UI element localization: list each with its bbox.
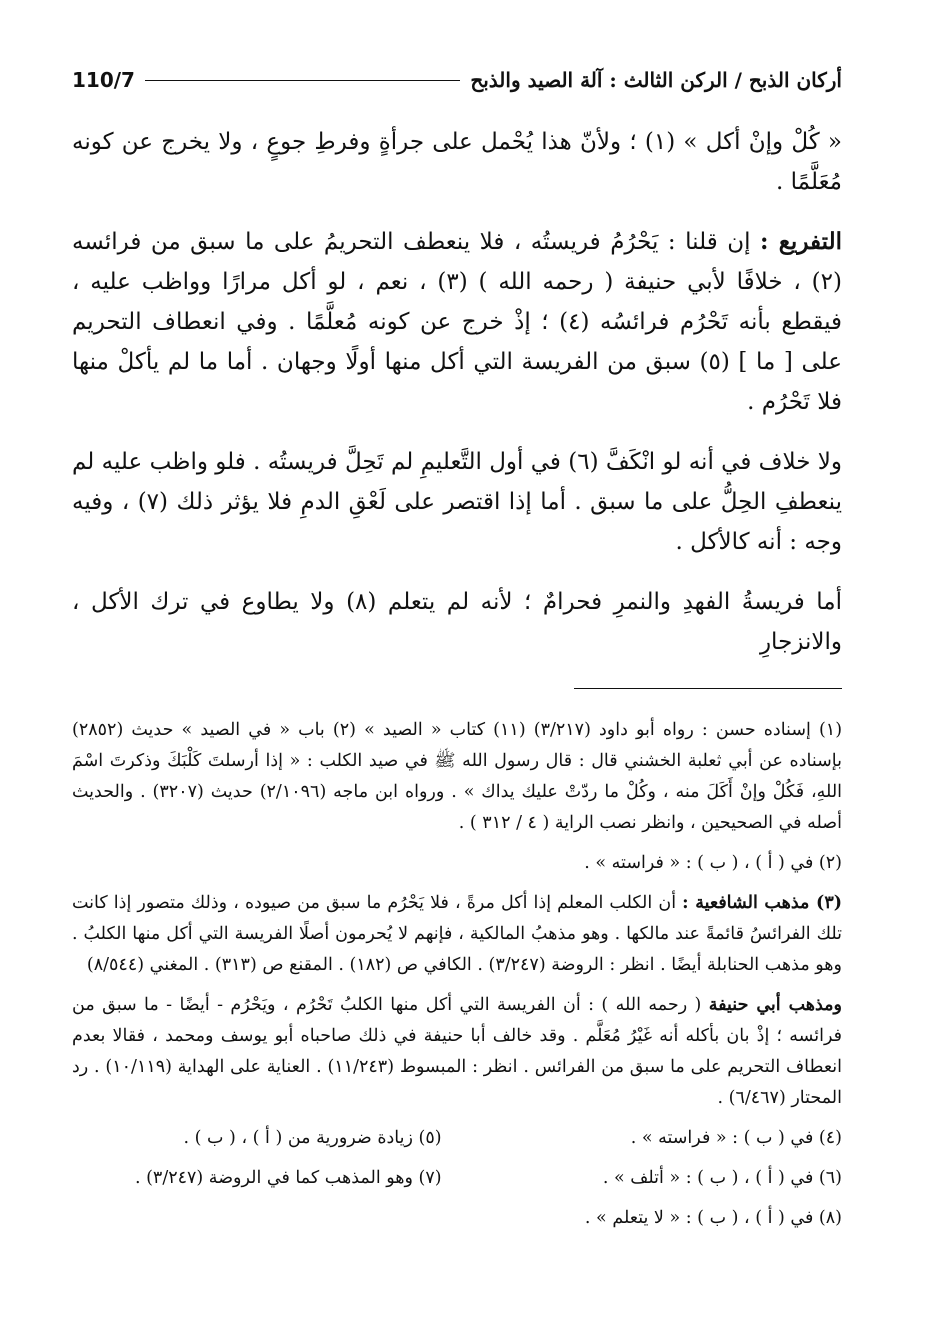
header-rule [145, 80, 460, 81]
footnote-row-6-7 [72, 1163, 842, 1194]
running-header [72, 60, 842, 100]
header-title: أركان الذبح / الركن الثالث : آلة الصيد والذبح [470, 68, 842, 92]
footnote-3-text: أن الكلب المعلم إذا أكل مرةً ، فلا يَحْرُم ما سبق من صيوده ، وذلك متصور إذا كانت تلك الفرائسُ قائمةً عند مالكها . وهو مذهبُ المالكية ، فإنهم لا يُحرمون أصلًا الفريسة التي أكل منها الكلبُ . وهو مذهب الحنابلة أيضًا . انظر : الروضة (٣/٢٤٧) . الكافي ص (١٨٢) . المقنع ص (٣١٣) . المغني (٨/٥٤٤) [72, 893, 842, 975]
paragraph-4: أما فريسةُ الفهدِ والنمرِ فحرامٌ ؛ لأنه لم يتعلم (٨) ولا يطاوع في ترك الأكل ، والانزجارِ [72, 589, 843, 655]
footnote-6: (٦) في ( أ ) ، ( ب ) : « أتلف » . [602, 1168, 842, 1188]
footnote-1: (١) إسناده حسن : رواه أبو داود (٣/٢١٧) (١١) كتاب « الصيد » (٢) باب « في الصيد » حديث (٢٨٥٢) بإسناده عن أبي ثعلبة الخشني قال : قال رسول الله ﷺ في صيد الكلب : « إذا أرسلتَ كَلْبَكَ وذكرتَ اسْمَ اللهِ، فَكُلْ وإنْ أَكَلَ منه ، وكُلْ ما ردّتْ عليك يداك » . ورواه ابن ماجه (٢/١٠٩٦) حديث (٣٢٠٧) . والحديث أصله في الصحيحين ، وانظر نصب الراية ( ٤ / ٣١٢ ) . [72, 720, 843, 833]
footnote-3b-text: ( رحمه الله ) : أن الفريسة التي أكل منها الكلبُ تَحْرُم ، ويَحْرُم - أيضًا - ما سبق من فرائسه ؛ إذْ بان بأكله أنه غَيْرُ مُعَلَّم . وقد خالف أبا حنيفة في ذلك صاحباه أبو يوسف ومحمد ، فقالا بعدم انعطاف التحريم على ما سبق من الفرائس . انظر : المبسوط (١١/٢٤٣) . العناية على الهداية (١٠/١١٩) . رد المحتار (٦/٤٦٧) . [72, 995, 842, 1108]
footnote-7: (٧) وهو المذهب كما في الروضة (٣/٢٤٧) . [134, 1168, 442, 1188]
footnote-3-continued [72, 990, 842, 1114]
footnote-separator [574, 688, 842, 689]
footnote-3b-heading: ومذهب أبي حنيفة [708, 995, 842, 1015]
footnotes [72, 715, 842, 1234]
tafri-heading: التفريع : [760, 228, 843, 255]
paragraph-2 [72, 222, 842, 422]
paragraph-3: ولا خلاف في أنه لو انْكَفَّ (٦) في أول التَّعليمِ لم تَحِلَّ فريستُه . فلو واظب عليه لم ينعطفِ الحِلُّ على ما سبق . أما إذا اقتصر على لَعْقِ الدمِ فلا يؤثر ذلك (٧) ، وفيه وجه : أنه كالأكل . [72, 449, 842, 555]
footnote-row-4-5 [72, 1123, 842, 1154]
footnote-3 [72, 888, 842, 981]
footnote-2: (٢) في ( أ ) ، ( ب ) : « فراسته » . [584, 853, 842, 873]
paragraph-2-text: إن قلنا : يَحْرُمُ فريستُه ، فلا ينعطف التحريمُ على ما سبق من فرائسه (٢) ، خلافًا لأبي حنيفة ( رحمه الله ) (٣) ، نعم ، لو أكل مرارًا وواظب عليه ، فيقطع بأنه تَحْرُم فرائسُه (٤) ؛ إذْ خرج عن كونه مُعلَّمًا . وفي انعطاف التحريم على [ ما ] (٥) سبق من الفريسة التي أكل منها أولًا وجهان . أما ما لم يأكلْ منها فلا تَحْرُم . [72, 229, 843, 415]
footnote-8: (٨) في ( أ ) ، ( ب ) : « لا يتعلم » . [584, 1208, 842, 1228]
footnote-4: (٤) في ( ب ) : « فراسته » . [630, 1128, 842, 1148]
footnote-5: (٥) زيادة ضرورية من ( أ ) ، ( ب ) . [183, 1128, 442, 1148]
main-text [72, 122, 842, 662]
footnote-3-heading: (٣) مذهب الشافعية : [682, 893, 842, 913]
paragraph-1: « كُلْ وإنْ أكل » (١) ؛ ولأنّ هذا يُحْمل على جرأةٍ وفرطِ جوعٍ ، ولا يخرج عن كونه مُعَلَّمًا . [72, 129, 842, 195]
document-page [72, 60, 842, 1243]
page-number: 110/7 [72, 68, 135, 92]
